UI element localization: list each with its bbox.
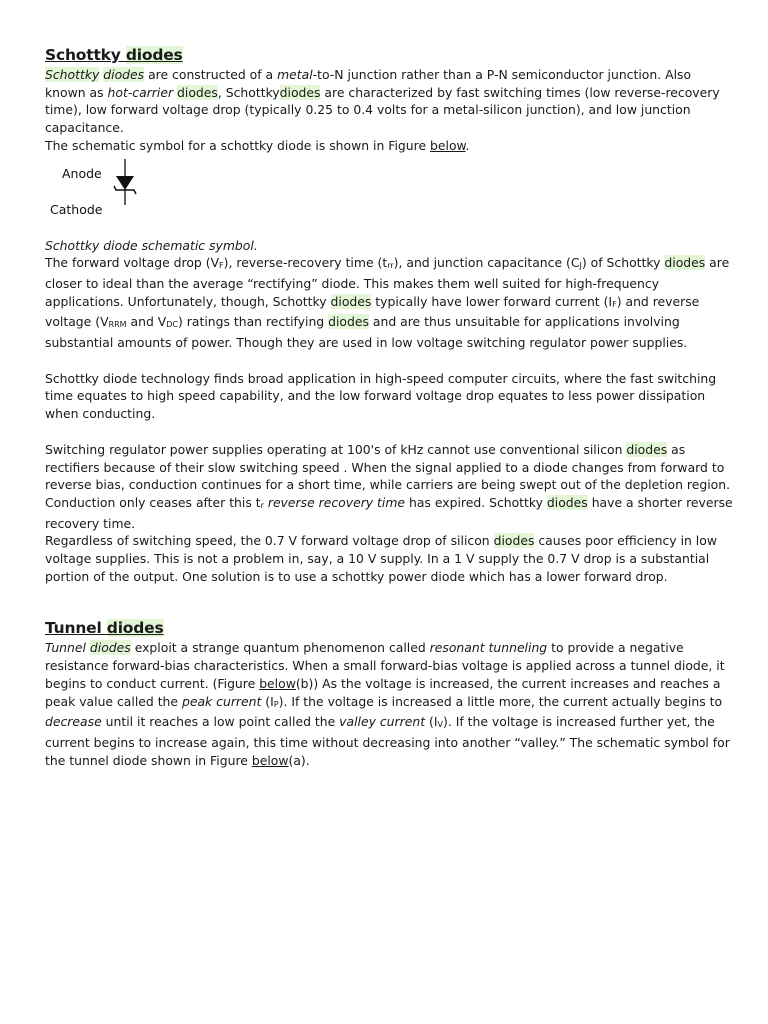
cathode-label: Cathode — [50, 201, 103, 217]
italic-text: resonant tunneling — [429, 640, 548, 656]
switching-regulator-paragraph: Switching regulator power supplies operating at 100's of kHz cannot use conventional silicon diodes as rectifiers because of their slow switching speed . When the signal applied to a diode changes from forward to reverse bias, conduction continues for a short time, while carriers are being swept out of the depletion region. Conduction only ceases after this tr reverse recovery time has expired. Schottky diodes have a shorter reverse recovery time. — [45, 441, 733, 531]
highlighted-term: diodes — [177, 84, 218, 100]
italic-text: reverse recovery time — [263, 494, 406, 510]
italic-text: valley current — [339, 714, 426, 730]
schottky-diode-symbol-figure — [45, 155, 735, 237]
schottky-characteristics-paragraph: The forward voltage drop (VF), reverse-recovery time (trr), and junction capacitance (CJ) of Schottky diodes are closer to ideal than the average “rectifying” diode. This makes them well suited for high-frequency applications. Unfortunately, though, Schottky diodes typically have lower forward current (IF) and reverse voltage (VRRM and VDC) ratings than rectifying diodes and are thus unsuitable for applications involving substantial amounts of power. Though they are used in low voltage switching regulator power supplies. — [45, 255, 730, 351]
highlighted-term: diodes — [106, 619, 164, 638]
tunnel-intro-paragraph: Tunnel diodes exploit a strange quantum phenomenon called resonant tunneling to provide a negative resistance forward-bias characteristics. When a small forward-bias voltage is applied across a tunnel diode, it begins to conduct current. (Figure below(b)) As the voltage is increased, the current increases and reaches a peak value called the peak current (IP). If the voltage is increased a little more, the current actually begins to decrease until it reaches a low point called the valley current (IV). If the voltage is increased further yet, the current begins to increase again, this time without decreasing into another “valley.” The schematic symbol for the tunnel diode shown in Figure below(a). — [45, 640, 730, 768]
italic-text: metal — [277, 67, 313, 82]
italic-text: decrease — [45, 714, 102, 730]
highlighted-term: diodes — [103, 67, 145, 82]
highlighted-term: Schottky — [45, 67, 100, 82]
figure-below-link[interactable]: below — [259, 675, 296, 691]
highlighted-term: diodes — [328, 314, 369, 330]
highlighted-term: diodes — [125, 46, 183, 64]
figure-below-link[interactable]: below — [430, 137, 466, 153]
schottky-application-paragraph: Schottky diode technology finds broad application in high-speed computer circuits, where the fast switching time equates to high speed capability, and the low forward voltage drop equates to less power dissipation when conducting. — [45, 370, 717, 422]
italic-text: peak current — [181, 693, 262, 709]
highlighted-term: diodes — [89, 640, 131, 656]
anode-label: Anode — [62, 165, 102, 181]
highlighted-term: diodes — [279, 84, 321, 100]
schematic-reference-paragraph: The schematic symbol for a schottky diode is shown in Figure below. — [45, 137, 470, 153]
figure-below-link[interactable]: below — [251, 752, 289, 768]
highlighted-term: diodes — [626, 441, 668, 457]
figure-caption: Schottky diode schematic symbol. — [45, 237, 258, 253]
schottky-intro-paragraph: Schottky diodes are constructed of a metal-to-N junction rather than a P-N semiconductor junction. Also known as hot-carrier diodes, Schottkydiodes are characterized by fast switching times (low reverse-recovery time), low forward voltage drop (typically 0.25 to 0.4 volts for a metal-silicon junction), and low junction capacitance. — [45, 67, 720, 136]
highlighted-term: diodes — [546, 494, 588, 510]
document-page — [45, 44, 735, 769]
highlighted-term: diodes — [493, 533, 535, 549]
italic-text: hot-carrier — [107, 84, 174, 100]
tunnel-heading — [45, 617, 735, 639]
forward-drop-paragraph: Regardless of switching speed, the 0.7 V forward voltage drop of silicon diodes causes poor efficiency in low voltage supplies. This is not a problem in, say, a 10 V supply. In a 1 V supply the 0.7 V drop is a substantial portion of the output. One solution is to use a schottky power diode which has a lower forward drop. — [45, 533, 717, 584]
schottky-heading — [45, 44, 735, 66]
highlighted-term: diodes — [330, 293, 372, 309]
heading-text: Tunnel — [45, 619, 107, 638]
heading-text: Schottky — [45, 46, 126, 64]
highlighted-term: diodes — [664, 255, 706, 271]
schottky-diode-icon — [103, 159, 147, 209]
